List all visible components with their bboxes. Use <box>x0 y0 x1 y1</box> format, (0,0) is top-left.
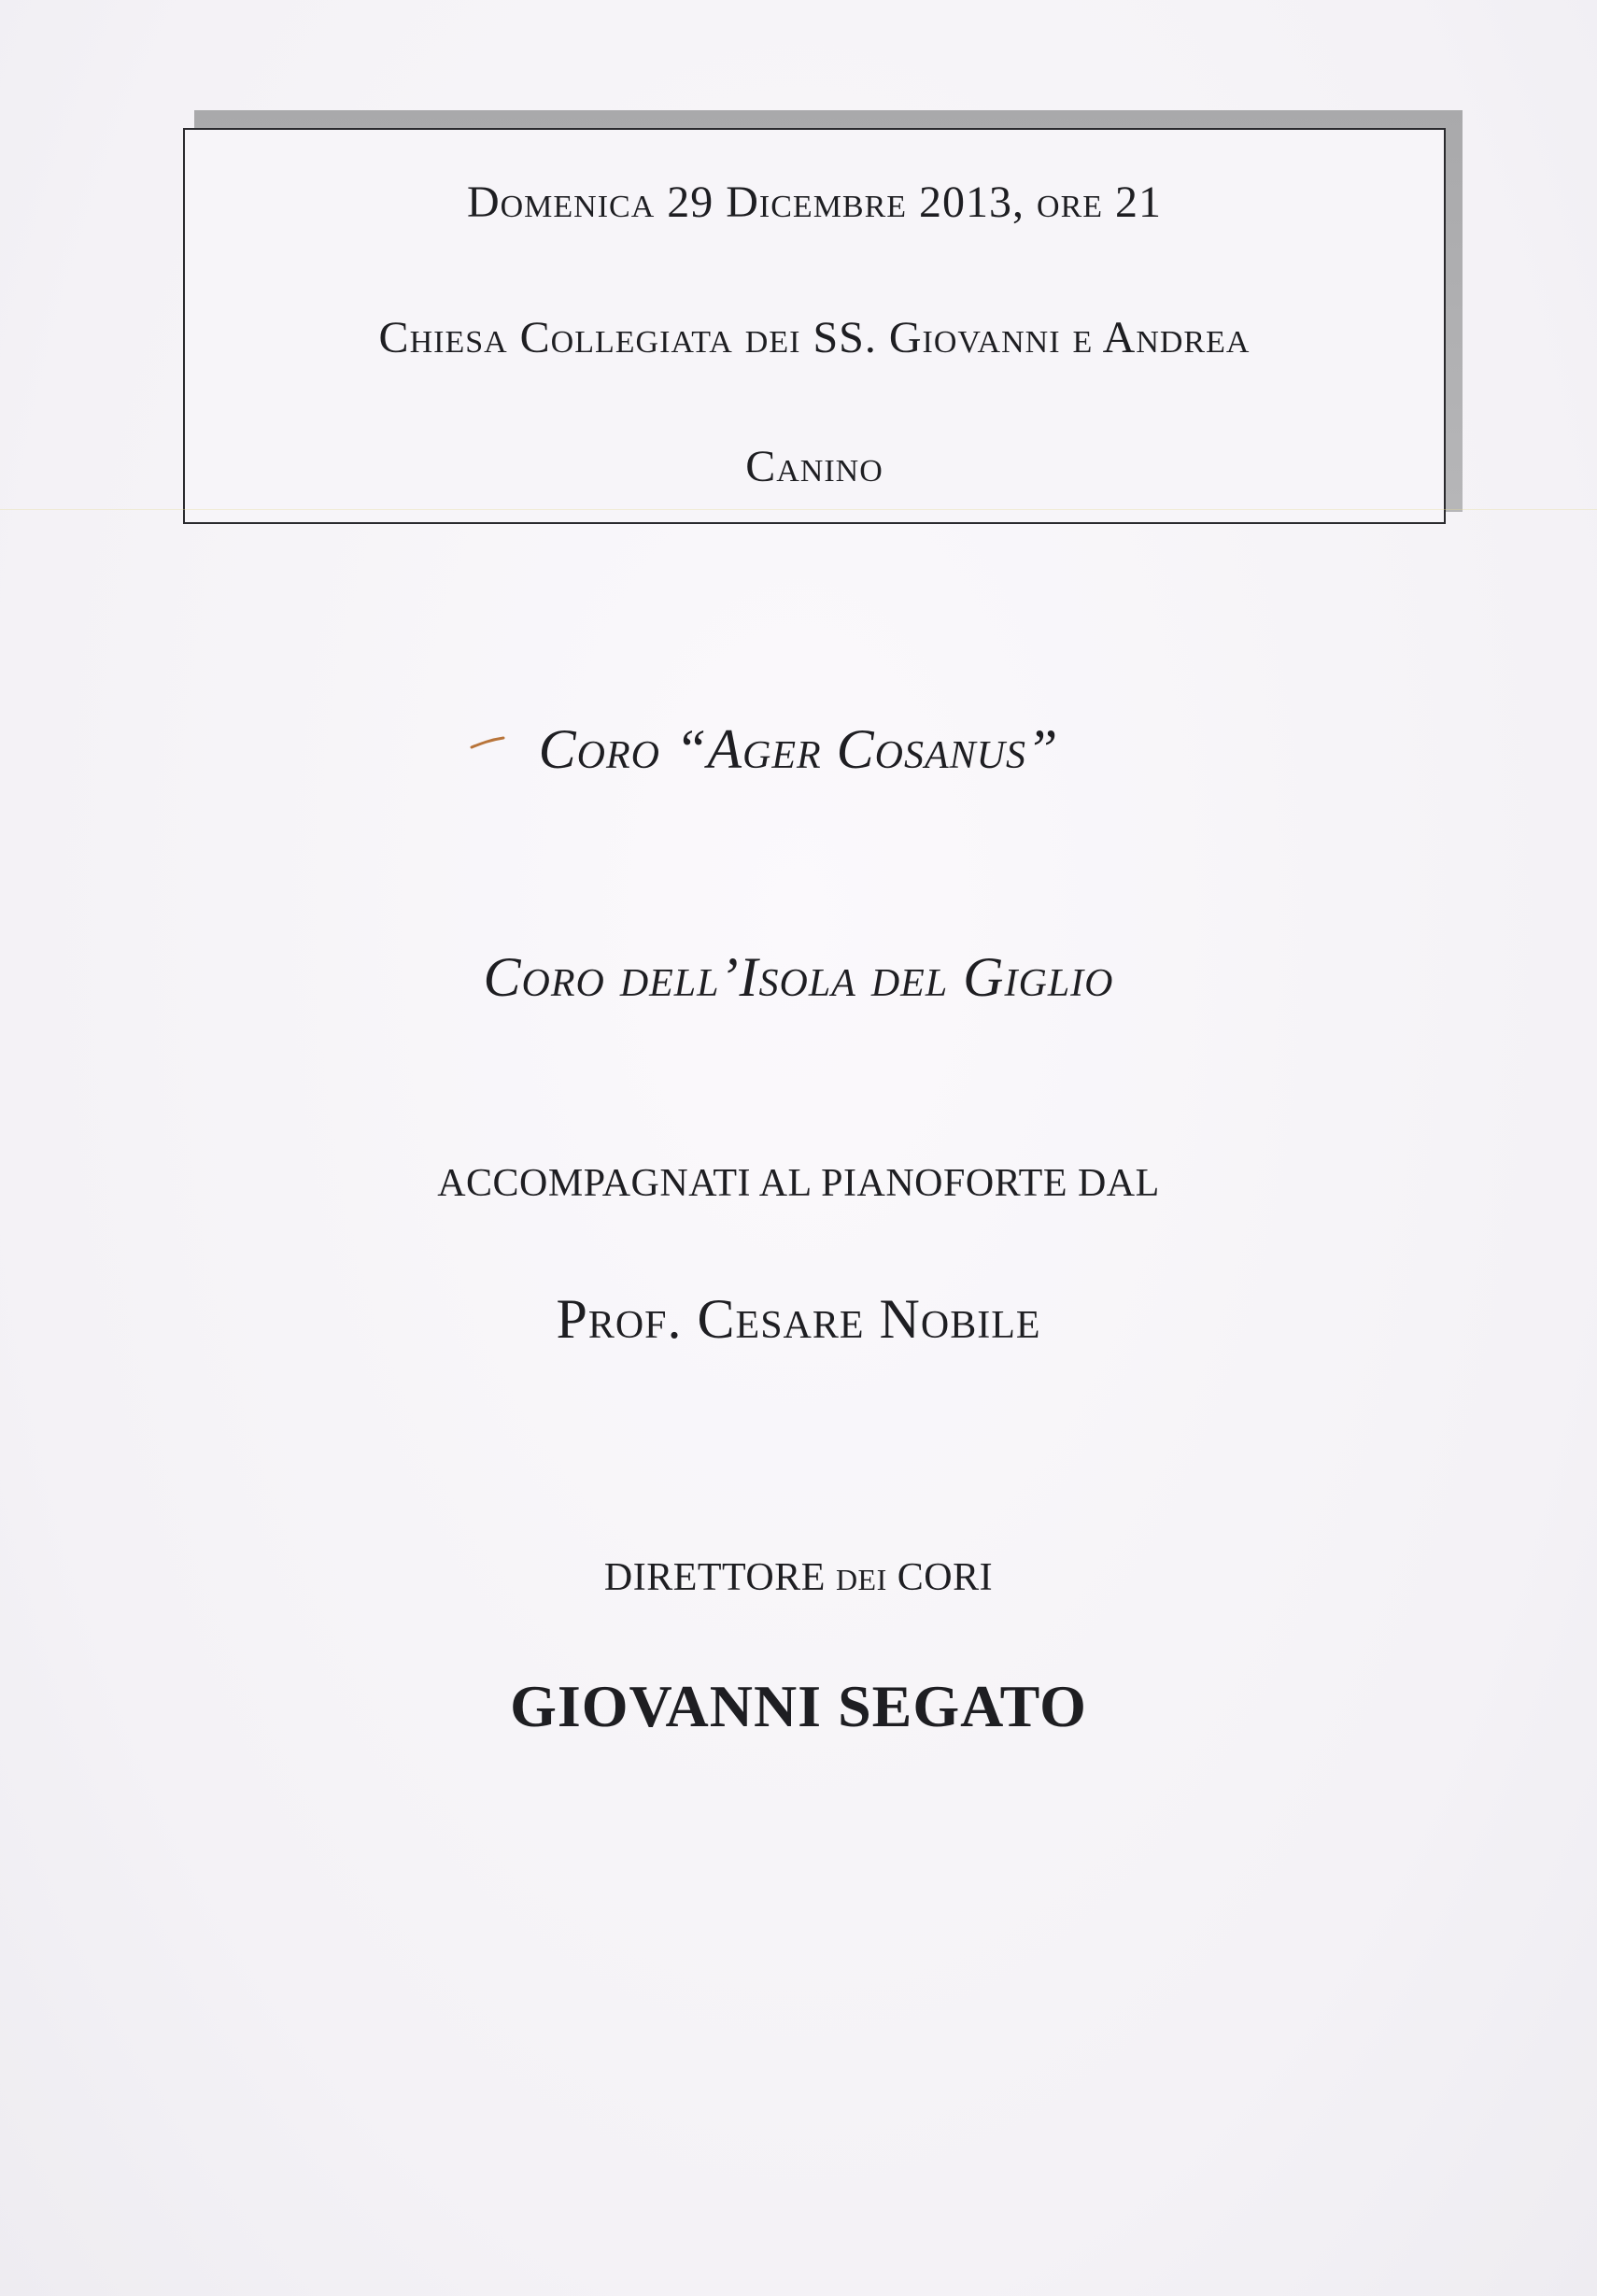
choir-isola-del-giglio: Coro dell’Isola del Giglio <box>483 946 1114 1008</box>
director-label-text-2: DEI <box>835 1563 887 1596</box>
event-town: Canino <box>745 442 883 491</box>
director-label-text-1: DIRETTORE <box>603 1556 836 1599</box>
faint-rule <box>0 509 1597 510</box>
director-name: GIOVANNI SEGATO <box>510 1673 1087 1739</box>
event-info-box <box>183 128 1446 524</box>
event-venue: Chiesa Collegiata dei SS. Giovanni e Andrea <box>378 313 1251 362</box>
director-label-text-3: CORI <box>886 1556 994 1599</box>
accompaniment-label: ACCOMPAGNATI AL PIANOFORTE DAL <box>437 1162 1160 1205</box>
choir-ager-cosanus: Coro “Ager Cosanus” <box>538 718 1059 780</box>
event-date-time: Domenica 29 Dicembre 2013, ore 21 <box>466 177 1163 227</box>
director-label <box>0 1555 1597 1600</box>
pianist-name: Prof. Cesare Nobile <box>556 1288 1041 1350</box>
